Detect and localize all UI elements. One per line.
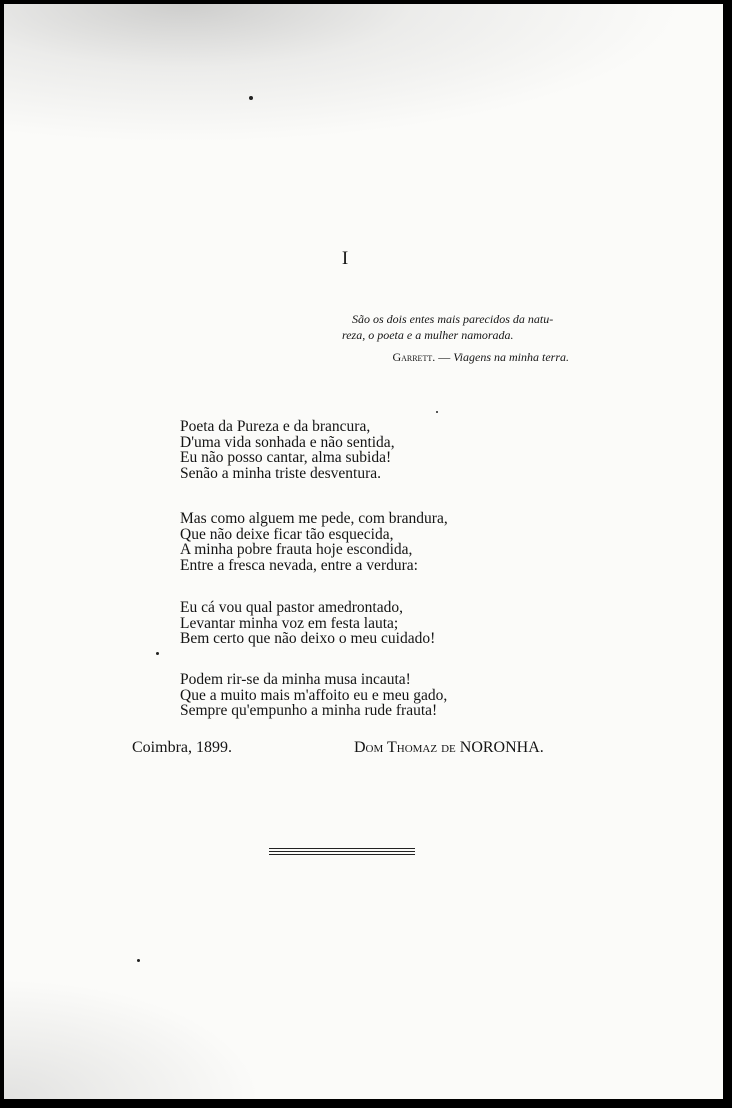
page-stain — [4, 4, 723, 154]
poem-stanza — [180, 672, 500, 719]
poem-line: A minha pobre frauta hoje escondida, — [180, 541, 413, 559]
page — [4, 4, 723, 1099]
epigraph-separator: — — [435, 350, 454, 364]
epigraph-author: Garrett. — [392, 350, 436, 364]
closing-rule — [269, 851, 415, 852]
poem-line: D'uma vida sonhada e não sentida, — [180, 433, 395, 451]
poem-stanza — [180, 600, 500, 647]
poem-line: Mas como alguem me pede, com brandura, — [180, 510, 448, 527]
poem-line: Entre a fresca nevada, entre a verdura: — [180, 556, 418, 574]
poem-stanza — [180, 419, 500, 481]
place-date: Coimbra, 1899. — [132, 739, 232, 756]
author-signature — [354, 739, 544, 757]
ink-speck — [436, 411, 438, 413]
poem-line: Podem rir-se da minha musa incauta! — [180, 671, 411, 688]
poem-line: Sempre qu'empunho a minha rude frauta! — [180, 702, 438, 720]
poem-line: Eu cá vou qual pastor amedrontado, — [180, 599, 403, 616]
poem-line: Senão a minha triste desventura. — [180, 464, 382, 482]
ink-speck — [156, 652, 159, 655]
page-stain — [4, 959, 304, 1099]
poem-line: Que a muito mais m'affoito eu e meu gado, — [180, 686, 448, 704]
poem-line: Levantar minha voz em festa lauta; — [180, 614, 399, 632]
epigraph-work: Viagens na minha terra. — [453, 350, 569, 364]
closing-rule — [269, 854, 415, 855]
poem-line: Bem certo que não deixo o meu cuidado! — [180, 630, 436, 648]
signature-prefix: Dom Thomaz de — [354, 739, 456, 756]
poem-line: Que não deixe ficar tão esquecida, — [180, 525, 394, 543]
epigraph-line: São os dois entes mais parecidos da natu- — [352, 312, 554, 326]
epigraph-line: reza, o poeta e a mulher namorada. — [342, 328, 514, 342]
signature-name: NORONHA. — [459, 739, 544, 756]
ink-speck — [137, 959, 140, 962]
chapter-numeral: I — [341, 248, 349, 269]
poem-line: Eu não posso cantar, alma subida! — [180, 449, 392, 467]
ink-speck — [249, 96, 253, 100]
epigraph-attribution — [334, 350, 569, 365]
poem-stanza — [180, 511, 500, 573]
epigraph — [342, 311, 582, 343]
poem-line: Poeta da Pureza e da brancura, — [180, 418, 371, 435]
closing-rule — [269, 848, 415, 849]
